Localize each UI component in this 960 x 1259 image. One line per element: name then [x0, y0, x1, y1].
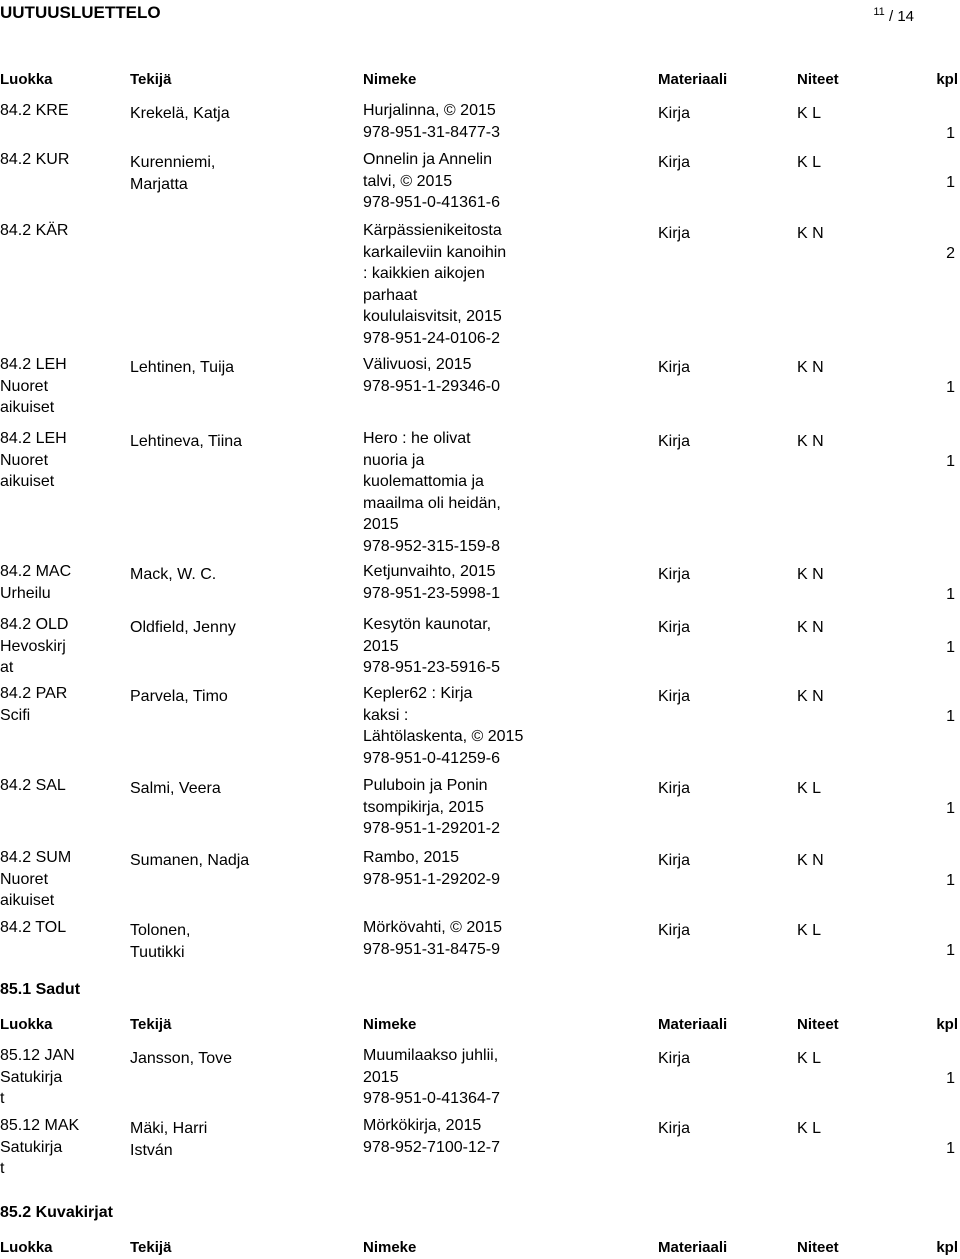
text-line: Kesytön kaunotar, [363, 616, 492, 633]
text-line: Välivuosi, 2015 [363, 356, 472, 373]
text-line: 978-951-24-0106-2 [363, 329, 500, 347]
text-line: 978-951-0-41361-6 [363, 194, 500, 211]
column-header-class: Luokka [0, 71, 53, 88]
text-line: 84.2 SUM [0, 849, 72, 866]
text-line: Rambo, 2015 [363, 849, 460, 866]
count-cell: 1 [946, 379, 955, 396]
title-cell [363, 847, 653, 890]
material-cell: Kirja [658, 922, 691, 939]
column-header-author: Tekijä [130, 1016, 172, 1033]
title-cell [363, 220, 653, 349]
column-header-count: kpl [936, 1016, 958, 1033]
binding-cell: K L [797, 1050, 822, 1067]
title-cell [363, 354, 653, 397]
text-line: Nuoret [0, 451, 49, 469]
text-line: 84.2 LEH [0, 430, 67, 447]
binding-cell: K N [797, 619, 824, 636]
text-line: 84.2 MAC [0, 563, 72, 580]
binding-cell: K N [797, 359, 824, 376]
text-line: tsompikirja, 2015 [363, 798, 484, 816]
text-line: Sumanen, Nadja [130, 852, 250, 869]
column-header-row [0, 1237, 960, 1259]
total-pages: 14 [897, 8, 914, 25]
class-cell [0, 847, 110, 912]
column-header-material: Materiaali [658, 1016, 728, 1033]
material-cell: Kirja [658, 433, 691, 450]
class-cell [0, 683, 110, 726]
text-line: Kärpässienikeitosta [363, 222, 502, 239]
count-cell: 1 [946, 800, 955, 817]
text-line: Mörkökirja, 2015 [363, 1117, 482, 1134]
text-line: Parvela, Timo [130, 688, 228, 705]
text-line: 978-951-1-29202-9 [363, 870, 500, 888]
text-line: 2015 [363, 637, 399, 655]
count-cell: 2 [946, 245, 955, 262]
text-line: 978-951-0-41364-7 [363, 1090, 500, 1107]
count-cell: 1 [946, 453, 955, 470]
text-line: Tolonen, [130, 922, 191, 939]
binding-cell: K N [797, 433, 824, 450]
text-line: 978-951-1-29346-0 [363, 377, 500, 395]
column-header-count: kpl [936, 71, 958, 88]
class-cell [0, 775, 110, 797]
text-line: Mörkövahti, © 2015 [363, 919, 502, 936]
material-cell: Kirja [658, 1050, 691, 1067]
title-cell [363, 683, 653, 769]
material-cell: Kirja [658, 566, 691, 583]
class-cell [0, 614, 110, 679]
text-line: Scifi [0, 706, 31, 724]
text-line: Lehtineva, Tiina [130, 433, 243, 450]
text-line: aikuiset [0, 399, 55, 416]
text-line: t [0, 1160, 5, 1177]
text-line: at [0, 659, 14, 676]
text-line: Lähtölaskenta, © 2015 [363, 728, 524, 745]
count-cell: 1 [946, 1140, 955, 1157]
text-line: Hero : he olivat [363, 430, 471, 447]
title-cell [363, 775, 653, 840]
count-cell: 1 [946, 1070, 955, 1087]
material-cell: Kirja [658, 1120, 691, 1137]
author-cell [130, 617, 350, 639]
author-cell [130, 357, 350, 379]
text-line: Mack, W. C. [130, 566, 217, 583]
current-page: 11 [873, 6, 885, 18]
text-line: Kurenniemi, [130, 154, 216, 171]
title-cell [363, 561, 653, 604]
class-cell [0, 561, 110, 604]
text-line: parhaat [363, 286, 418, 304]
title-cell [363, 428, 653, 557]
text-line: talvi, © 2015 [363, 172, 453, 190]
text-line: 978-951-1-29201-2 [363, 820, 500, 837]
page-number [873, 2, 914, 28]
text-line: aikuiset [0, 473, 55, 490]
text-line: Mäki, Harri [130, 1120, 208, 1137]
text-line: aikuiset [0, 892, 55, 909]
class-cell [0, 1045, 110, 1110]
text-line: 978-951-31-8475-9 [363, 940, 500, 958]
column-header-class: Luokka [0, 1016, 53, 1033]
title-cell [363, 1115, 653, 1158]
column-header-binding: Niteet [797, 1016, 839, 1033]
title-cell [363, 1045, 653, 1110]
class-cell [0, 428, 110, 493]
count-cell: 1 [946, 586, 955, 603]
title-cell [363, 149, 653, 214]
column-header-material: Materiaali [658, 1239, 728, 1256]
author-cell [130, 103, 350, 125]
text-line: Puluboin ja Ponin [363, 777, 488, 794]
title-cell [363, 100, 653, 143]
text-line: Onnelin ja Annelin [363, 151, 492, 168]
text-line: maailma oli heidän, [363, 494, 501, 512]
count-cell: 1 [946, 639, 955, 656]
text-line: Satukirja [0, 1068, 63, 1086]
text-line: koululaisvitsit, 2015 [363, 308, 502, 325]
author-cell [130, 1118, 350, 1161]
column-header-count: kpl [936, 1239, 958, 1256]
text-line: Hurjalinna, © 2015 [363, 102, 496, 119]
text-line: Ketjunvaihto, 2015 [363, 563, 496, 580]
text-line: 978-951-0-41259-6 [363, 749, 500, 767]
column-header-binding: Niteet [797, 71, 839, 88]
binding-cell: K N [797, 225, 824, 242]
binding-cell: K L [797, 922, 822, 939]
text-line: 85.12 MAK [0, 1117, 80, 1134]
text-line: Krekelä, Katja [130, 105, 230, 122]
material-cell: Kirja [658, 619, 691, 636]
text-line: Satukirja [0, 1138, 63, 1156]
section-heading: 85.1 Sadut [0, 981, 81, 998]
text-line: Nuoret [0, 870, 49, 888]
binding-cell: K L [797, 154, 822, 171]
material-cell: Kirja [658, 359, 691, 376]
author-cell [130, 920, 350, 963]
text-line: 84.2 PAR [0, 685, 68, 702]
count-cell: 1 [946, 872, 955, 889]
text-line: t [0, 1090, 5, 1107]
class-cell [0, 1115, 110, 1180]
text-line: István [130, 1141, 173, 1159]
text-line: Lehtinen, Tuija [130, 359, 235, 376]
text-line: nuoria ja [363, 451, 425, 469]
class-cell [0, 354, 110, 419]
material-cell: Kirja [658, 225, 691, 242]
text-line: kuolemattomia ja [363, 473, 484, 490]
text-line: 84.2 KÄR [0, 222, 69, 239]
text-line: Oldfield, Jenny [130, 619, 236, 636]
binding-cell: K N [797, 566, 824, 583]
count-cell: 1 [946, 125, 955, 142]
column-header-author: Tekijä [130, 1239, 172, 1256]
class-cell [0, 100, 110, 122]
text-line: Urheilu [0, 584, 51, 602]
text-line: 978-951-23-5916-5 [363, 659, 500, 676]
text-line: Hevoskirj [0, 637, 66, 655]
text-line: Tuutikki [130, 943, 185, 961]
author-cell [130, 778, 350, 800]
title-cell [363, 917, 653, 960]
text-line: 2015 [363, 1068, 399, 1086]
text-line: 978-951-31-8477-3 [363, 123, 500, 141]
text-line: Jansson, Tove [130, 1050, 232, 1067]
class-cell [0, 917, 110, 939]
column-header-title: Nimeke [363, 1016, 417, 1033]
binding-cell: K L [797, 105, 822, 122]
author-cell [130, 564, 350, 586]
count-cell: 1 [946, 174, 955, 191]
text-line: Salmi, Veera [130, 780, 221, 797]
text-line: Marjatta [130, 175, 188, 193]
text-line: 84.2 TOL [0, 919, 67, 936]
binding-cell: K N [797, 852, 824, 869]
text-line: : kaikkien aikojen [363, 265, 485, 282]
text-line: kaksi : [363, 706, 409, 724]
page-separator: / [888, 8, 894, 25]
section-heading: 85.2 Kuvakirjat [0, 1204, 113, 1221]
column-header-binding: Niteet [797, 1239, 839, 1256]
text-line: 978-952-7100-12-7 [363, 1138, 500, 1156]
text-line: 84.2 LEH [0, 356, 67, 373]
text-line: 85.12 JAN [0, 1047, 75, 1064]
column-header-title: Nimeke [363, 1239, 417, 1256]
material-cell: Kirja [658, 105, 691, 122]
text-line: 978-951-23-5998-1 [363, 584, 500, 602]
binding-cell: K L [797, 780, 822, 797]
text-line: 84.2 SAL [0, 777, 66, 794]
binding-cell: K N [797, 688, 824, 705]
author-cell [130, 431, 350, 453]
author-cell [130, 850, 350, 872]
column-header-title: Nimeke [363, 71, 417, 88]
column-header-row [0, 1014, 960, 1036]
text-line: Muumilaakso juhlii, [363, 1047, 499, 1064]
author-cell [130, 1048, 350, 1070]
title-cell [363, 614, 653, 679]
text-line: Nuoret [0, 377, 49, 395]
material-cell: Kirja [658, 852, 691, 869]
page-title: UUTUUSLUETTELO [0, 3, 161, 22]
text-line: karkaileviin kanoihin [363, 243, 507, 261]
column-header-class: Luokka [0, 1239, 53, 1256]
column-header-author: Tekijä [130, 71, 172, 88]
class-cell [0, 149, 110, 171]
text-line: 84.2 KRE [0, 102, 69, 119]
class-cell [0, 220, 110, 242]
material-cell: Kirja [658, 780, 691, 797]
text-line: Kepler62 : Kirja [363, 685, 473, 702]
column-header-material: Materiaali [658, 71, 728, 88]
text-line: 84.2 KUR [0, 151, 70, 168]
text-line: 2015 [363, 516, 399, 533]
material-cell: Kirja [658, 688, 691, 705]
binding-cell: K L [797, 1120, 822, 1137]
count-cell: 1 [946, 708, 955, 725]
author-cell [130, 152, 350, 195]
count-cell: 1 [946, 942, 955, 959]
author-cell [130, 686, 350, 708]
text-line: 978-952-315-159-8 [363, 537, 500, 555]
column-header-row [0, 69, 960, 91]
material-cell: Kirja [658, 154, 691, 171]
text-line: 84.2 OLD [0, 616, 69, 633]
